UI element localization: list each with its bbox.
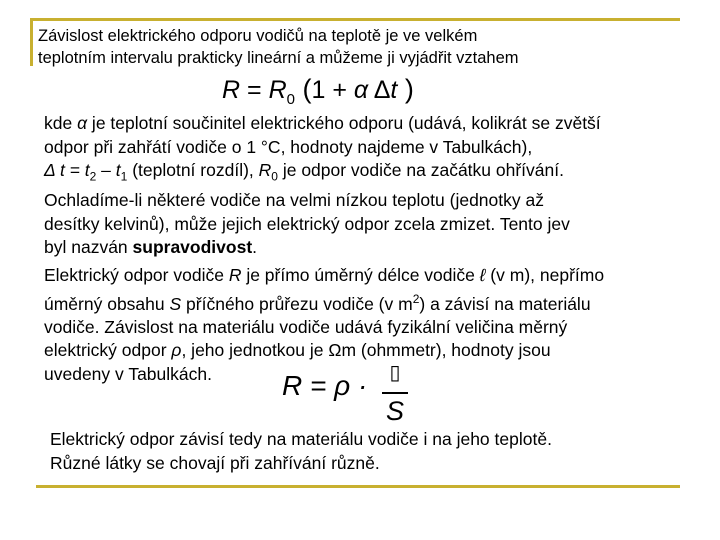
- para2-line-6: byl nazván supravodivost.: [44, 237, 258, 257]
- conclusion-paragraph: [50, 428, 552, 475]
- fraction-numerator: ▯: [389, 362, 401, 384]
- formula-close-paren: ): [397, 74, 414, 104]
- intro-line-1: Závislost elektrického odporu vodičů na teplotě je ve velkém: [38, 27, 478, 45]
- superconductivity-term: supravodivost: [132, 237, 253, 257]
- intro-line-2: teplotním intervalu prakticky lineární a můžeme ji vyjádřit vztahem: [38, 49, 519, 67]
- formula-sub0: 0: [286, 91, 295, 108]
- frame-bottom-rule: [36, 485, 680, 488]
- para3-line-2: úměrný obsahu S příčného průřezu vodiče (v $m^2$) a závisí na materiálu: [44, 291, 591, 314]
- intro-paragraph: [38, 25, 519, 69]
- formula-t: t: [390, 76, 398, 104]
- para2-line-4: Ochladíme-li některé vodiče na velmi nízkou teplotu (jednotky až: [44, 190, 544, 210]
- para2-line-3: Δ $t = t_2 - t_1$ (teplotní rozdíl), $R_0$ je odpor vodiče na začátku ohřívání.: [44, 160, 564, 184]
- formula-one: 1: [311, 76, 326, 104]
- length-symbol: ℓ: [479, 265, 486, 285]
- para3-line-4: elektrický odpor ρ, jeho jednotkou je Ωm (ohmmetr), hodnoty jsou: [44, 340, 551, 361]
- para3-line-3: vodiče. Závislost na materiálu vodiče udává fyzikální veličina měrný: [44, 316, 568, 337]
- resistance-temperature-formula: [222, 74, 414, 108]
- para4-line-1: Elektrický odpor závisí tedy na materiálu vodiče i na jeho teplotě.: [50, 429, 552, 449]
- resistivity-formula-lhs: R = ρ ·: [282, 370, 368, 401]
- frame-top-rule: [30, 18, 680, 21]
- fraction-bar: [382, 392, 408, 394]
- para3-line-1: Elektrický odpor vodiče R je přímo úměrný délce vodiče ℓ (v m), nepřímo: [44, 265, 605, 285]
- para2-line-5: desítky kelvinů), může jejich elektrický odpor zcela zmizet. Tento jev: [44, 213, 570, 234]
- formula-r: R: [222, 76, 241, 104]
- formula-r0: R: [268, 76, 287, 104]
- frame-left-rule: [30, 18, 33, 66]
- formula-alpha: α: [353, 76, 369, 104]
- formula-plus: +: [325, 76, 354, 104]
- resistivity-paragraph: [44, 264, 604, 386]
- para3-line-5: uvedeny v Tabulkách.: [44, 363, 212, 384]
- rho-symbol: ρ: [171, 340, 182, 361]
- para4-line-2: Různé látky se chovají při zahřívání různě.: [50, 452, 380, 473]
- temperature-coefficient-paragraph: [44, 112, 601, 260]
- fraction-denominator: S: [385, 396, 404, 426]
- formula-eq: =: [240, 76, 269, 104]
- alpha-symbol: α: [77, 113, 88, 133]
- formula-delta: Δ: [368, 76, 391, 104]
- para2-line-1: kde α je teplotní součinitel elektrického odporu (udává, kolikrát se zvětší: [44, 113, 601, 133]
- para2-line-2: odpor při zahřátí vodiče o 1 °C, hodnoty najdeme v Tabulkách),: [44, 136, 533, 157]
- formula-open-paren: (: [294, 74, 312, 104]
